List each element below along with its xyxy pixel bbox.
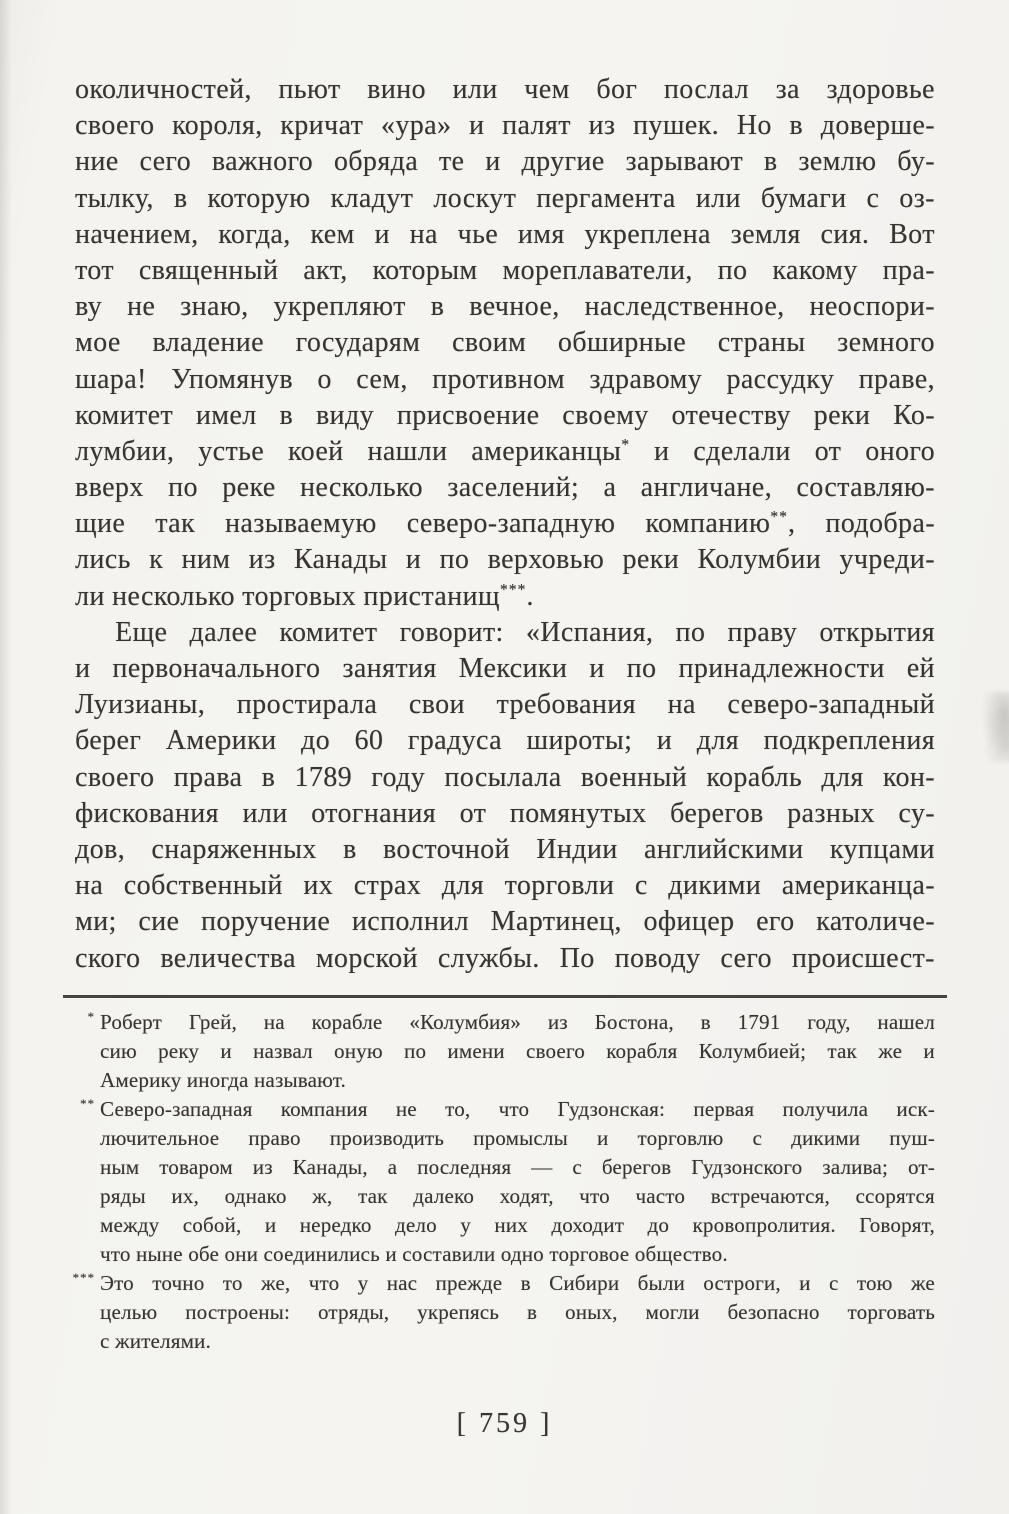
text-line: комитет имел в виду присвоение своему отечеству реки Ко- xyxy=(75,399,935,431)
text-line: между собой, и нередко дело у них доходит до кровопролития. Говорят, xyxy=(100,1213,935,1237)
text-line: дов, снаряженных в восточной Индии английскими купцами xyxy=(75,833,935,865)
text-line: околичностей, пьют вино или чем бог послал за здоровье xyxy=(75,74,935,105)
text-line: вверх по реке несколько заселений; а англичане, составляю- xyxy=(75,472,935,504)
text-line: тот священный акт, которым мореплаватели, по какому пра- xyxy=(75,254,935,286)
text-line: ряды их, однако ж, так далеко ходят, что часто встречаются, ссорятся xyxy=(100,1184,935,1208)
footnote xyxy=(72,1269,935,1356)
text-line: берег Америки до 60 градуса широты; и для подкрепления xyxy=(75,725,935,757)
text-line: что ныне обе они соединились и составили одно торговое общество. xyxy=(100,1242,728,1266)
footnote-marker: * xyxy=(87,1009,95,1024)
footnote xyxy=(80,1095,935,1269)
footnote xyxy=(87,1008,935,1095)
paragraph xyxy=(75,72,935,615)
scan-smudge-artifact xyxy=(979,692,1009,762)
text-line: Северо-западная компания не то, что Гудзонская: первая получила иск- xyxy=(100,1097,935,1121)
footnote-marker: *** xyxy=(72,1270,95,1285)
text-line: целью построены: отряды, укрепясь в оных, могли безопасно торговать xyxy=(100,1300,935,1324)
text-line: своего короля, кричат «ура» и палят из пушек. Но в доверше- xyxy=(75,110,935,142)
text-line: Роберт Грей, на корабле «Колумбия» из Бостона, в 1791 году, нашел xyxy=(100,1010,935,1034)
text-line: мое владение государям своим обширные страны земного xyxy=(75,327,935,359)
text-line: Это точно то же, что у нас прежде в Сибири были остроги, и с тою же xyxy=(100,1271,935,1295)
text-line: шара! Упомянув о сем, противном здравому рассудку праве, xyxy=(75,363,935,395)
text-line: фискования или отогнания от помянутых берегов разных су- xyxy=(75,797,935,829)
text-line: с жителями. xyxy=(100,1329,211,1353)
paragraph xyxy=(75,615,935,977)
text-line: Луизианы, простирала свои требования на северо-западный xyxy=(75,689,935,721)
text-line: сию реку и назвал оную по имени своего корабля Колумбией; так же и xyxy=(100,1039,935,1063)
footnote-marker: ** xyxy=(80,1096,95,1111)
text-line: начением, когда, кем и на чье имя укреплена земля сия. Вот xyxy=(75,218,935,250)
text-line: на собственный их страх для торговли с дикими американца- xyxy=(75,870,935,902)
text-line: ным товаром из Канады, а последняя — с берегов Гудзонского залива; от- xyxy=(100,1155,935,1179)
footnote-reference-marker: *** xyxy=(499,581,527,599)
footnote-separator-rule xyxy=(63,995,947,998)
text-line: ли несколько торговых пристанищ***. xyxy=(75,580,534,612)
text-line: лись к ним из Канады и по верховью реки Колумбии учреди- xyxy=(75,544,935,576)
text-line: тылку, в которую кладут лоскут пергамента или бумаги с оз- xyxy=(75,182,935,214)
text-line: Еще далее комитет говорит: «Испания, по праву открытия xyxy=(115,616,935,648)
text-line: Америку иногда называют. xyxy=(100,1068,346,1092)
text-line: своего права в 1789 году посылала военный корабль для кон- xyxy=(75,761,935,793)
text-line: лючительное право производить промыслы и торговлю с дикими пуш- xyxy=(100,1126,935,1150)
text-line: и первоначального занятия Мексики и по принадлежности ей xyxy=(75,653,935,684)
text-line: ние сего важного обряда те и другие зарывают в землю бу- xyxy=(75,146,935,178)
text-line: ми; сие поручение исполнил Мартинец, офицер его католиче- xyxy=(75,906,935,938)
footnotes-section xyxy=(72,1008,935,1356)
footnote-reference-marker: ** xyxy=(770,508,788,526)
main-text xyxy=(75,72,935,977)
text-line: ского величества морской службы. По поводу сего происшест- xyxy=(75,942,935,974)
footnote-reference-marker: * xyxy=(621,436,631,454)
text-line: щие так называемую северо-западную компанию**, подобра- xyxy=(75,508,935,540)
scan-edge-shadow xyxy=(0,0,12,1514)
text-line: ву не знаю, укрепляют в вечное, наследственное, неоспори- xyxy=(75,291,935,323)
text-line: лумбии, устье коей нашли американцы* и сделали от оного xyxy=(75,435,935,467)
page-number: [ 759 ] xyxy=(456,1408,553,1439)
